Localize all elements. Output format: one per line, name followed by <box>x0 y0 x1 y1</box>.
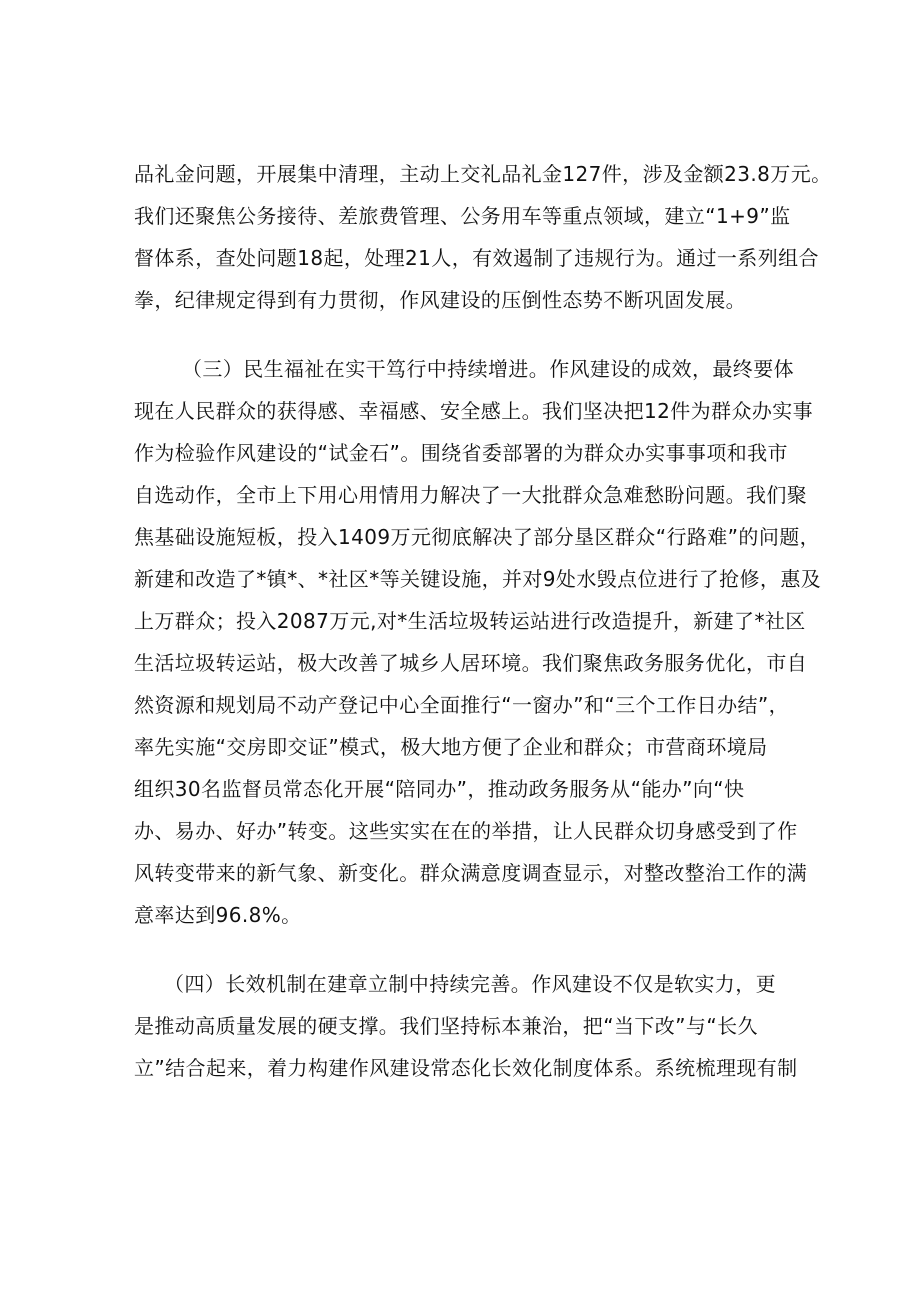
text-line: 我们还聚焦公务接待、差旅费管理、公务用车等重点领域，建立“1+9”监 <box>134 204 791 228</box>
text-line: 立”结合起来，着力构建作风建设常态化长效化制度体系。系统梳理现有制 <box>134 1056 798 1080</box>
text-line: 品礼金问题，开展集中清理，主动上交礼品礼金127件，涉及金额23.8万元。 <box>134 162 832 186</box>
text-line: 拳，纪律规定得到有力贯彻，作风建设的压倒性态势不断巩固发展。 <box>134 288 746 312</box>
text-line: 作为检验作风建设的“试金石”。围绕省委部署的为群众办实事事项和我市 <box>134 441 788 465</box>
text-line: 组织30名监督员常态化开展“陪同办”，推动政务服务从“能办”向“快 <box>134 777 745 801</box>
section-3-heading-line: （三）民生福祉在实干笃行中持续增进。作风建设的成效，最终要体 <box>182 357 794 381</box>
text-line: 然资源和规划局不动产登记中心全面推行“一窗办”和“三个工作日办结”， <box>134 693 790 717</box>
text-line: 风转变带来的新气象、新变化。群众满意度调查显示，对整改整治工作的满 <box>134 861 808 885</box>
text-line: 上万群众；投入2087万元,对*生活垃圾转运站进行改造提升，新建了*社区 <box>134 609 806 633</box>
text-line: 生活垃圾转运站，极大改善了城乡人居环境。我们聚焦政务服务优化，市自 <box>134 651 808 675</box>
section-4-heading-line: （四）长效机制在建章立制中持续完善。作风建设不仅是软实力，更 <box>164 972 776 996</box>
text-line: 是推动高质量发展的硬支撑。我们坚持标本兼治，把“当下改”与“长久 <box>134 1014 758 1038</box>
text-line: 自选动作，全市上下用心用情用力解决了一大批群众急难愁盼问题。我们聚 <box>134 483 808 507</box>
text-line: 现在人民群众的获得感、幸福感、安全感上。我们坚决把12件为群众办实事 <box>134 399 814 423</box>
text-line: 焦基础设施短板，投入1409万元彻底解决了部分垦区群众“行路难”的问题， <box>134 525 821 549</box>
text-line: 督体系，查处问题18起，处理21人，有效遏制了违规行为。通过一系列组合 <box>134 246 819 270</box>
text-line: 办、易办、好办”转变。这些实实在在的举措，让人民群众切身感受到了作 <box>134 819 798 843</box>
text-line: 率先实施“交房即交证”模式，极大地方便了企业和群众；市营商环境局 <box>134 735 768 759</box>
text-line: 新建和改造了*镇*、*社区*等关键设施，并对9处水毁点位进行了抢修，惠及 <box>134 567 822 591</box>
text-line: 意率达到96.8%。 <box>134 903 302 927</box>
